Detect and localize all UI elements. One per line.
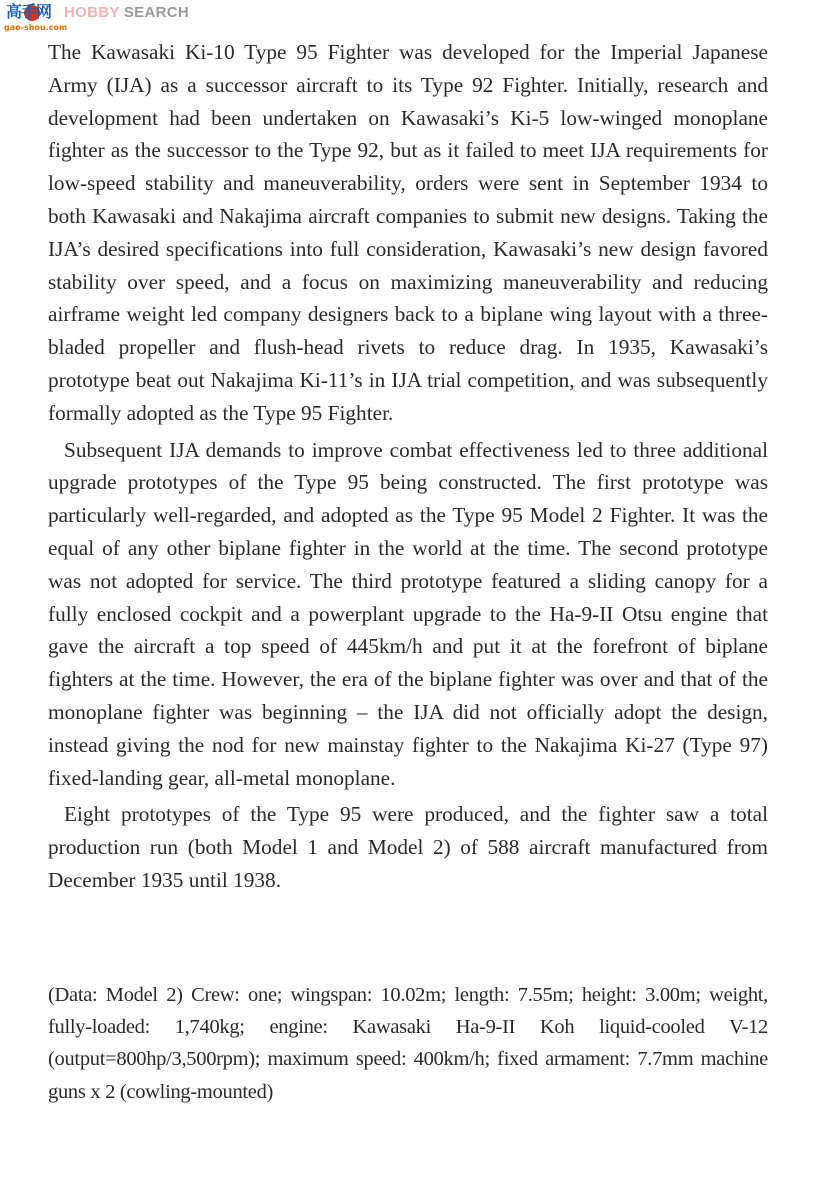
paragraph-history-intro: The Kawasaki Ki-10 Type 95 Fighter was developed for the Imperial Japanese Army (IJA) as a successor aircraft to its Type 92 Fighter. Initially, research and development had been undertaken on Kawasaki’s Ki-5 low-winged monoplane fighter as the successor to the Type 92, but as it failed to meet IJA requirements for low-speed stability and maneuverability, orders were sent in September 1934 to both Kawasaki and Nakajima aircraft companies to submit new designs. Taking the IJA’s desired specifications into full consideration, Kawasaki’s new design favored stability over speed, and a focus on maximizing maneuverability and reducing airframe weight led company designers back to a biplane wing layout with a three-bladed propeller and flush-head rivets to reduce drag. In 1935, Kawasaki’s prototype beat out Nakajima Ki-11’s in IJA trial competition, and was subsequently formally adopted as the Type 95 Fighter.	[48, 40, 768, 425]
paragraph-production: Eight prototypes of the Type 95 were produced, and the fighter saw a total production run (both Model 1 and Model 2) of 588 aircraft manufactured from December 1935 until 1938.	[48, 802, 768, 892]
watermark-brand	[64, 4, 189, 21]
watermark-brand-faded: HOBBY	[64, 4, 120, 21]
watermark-url: gao-shou.com	[4, 23, 68, 32]
specifications-paragraph: (Data: Model 2) Crew: one; wingspan: 10.02m; length: 7.55m; height: 3.00m; weight, fully-loaded: 1,740kg; engine: Kawasaki Ha-9-II Koh liquid-cooled V-12 (output=800hp/3,500rpm); maximum speed: 400km/h; fixed armament: 7.7mm machine guns x 2 (cowling-mounted)	[48, 983, 768, 1103]
paragraph-prototypes: Subsequent IJA demands to improve combat effectiveness led to three additional upgrade prototypes of the Type 95 being constructed. The first prototype was particularly well-regarded, and adopted as the Type 95 Model 2 Fighter. It was the equal of any other biplane fighter in the world at the time. The second prototype was not adopted for service. The third prototype featured a sliding canopy for a fully enclosed cockpit and a powerplant upgrade to the Ha-9-II Otsu engine that gave the aircraft a top speed of 445km/h and put it at the forefront of biplane fighters at the time. However, the era of the biplane fighter was over and that of the monoplane fighter was beginning – the IJA did not officially adopt the design, instead giving the nod for new mainstay fighter to the Nakajima Ki-27 (Type 97) fixed-landing gear, all-metal monoplane.	[48, 437, 768, 790]
watermark-cn-text: 高手网	[6, 2, 52, 21]
site-watermark	[2, 0, 190, 34]
watermark-brand-search: SEARCH	[119, 4, 190, 21]
article-body	[48, 36, 768, 1108]
